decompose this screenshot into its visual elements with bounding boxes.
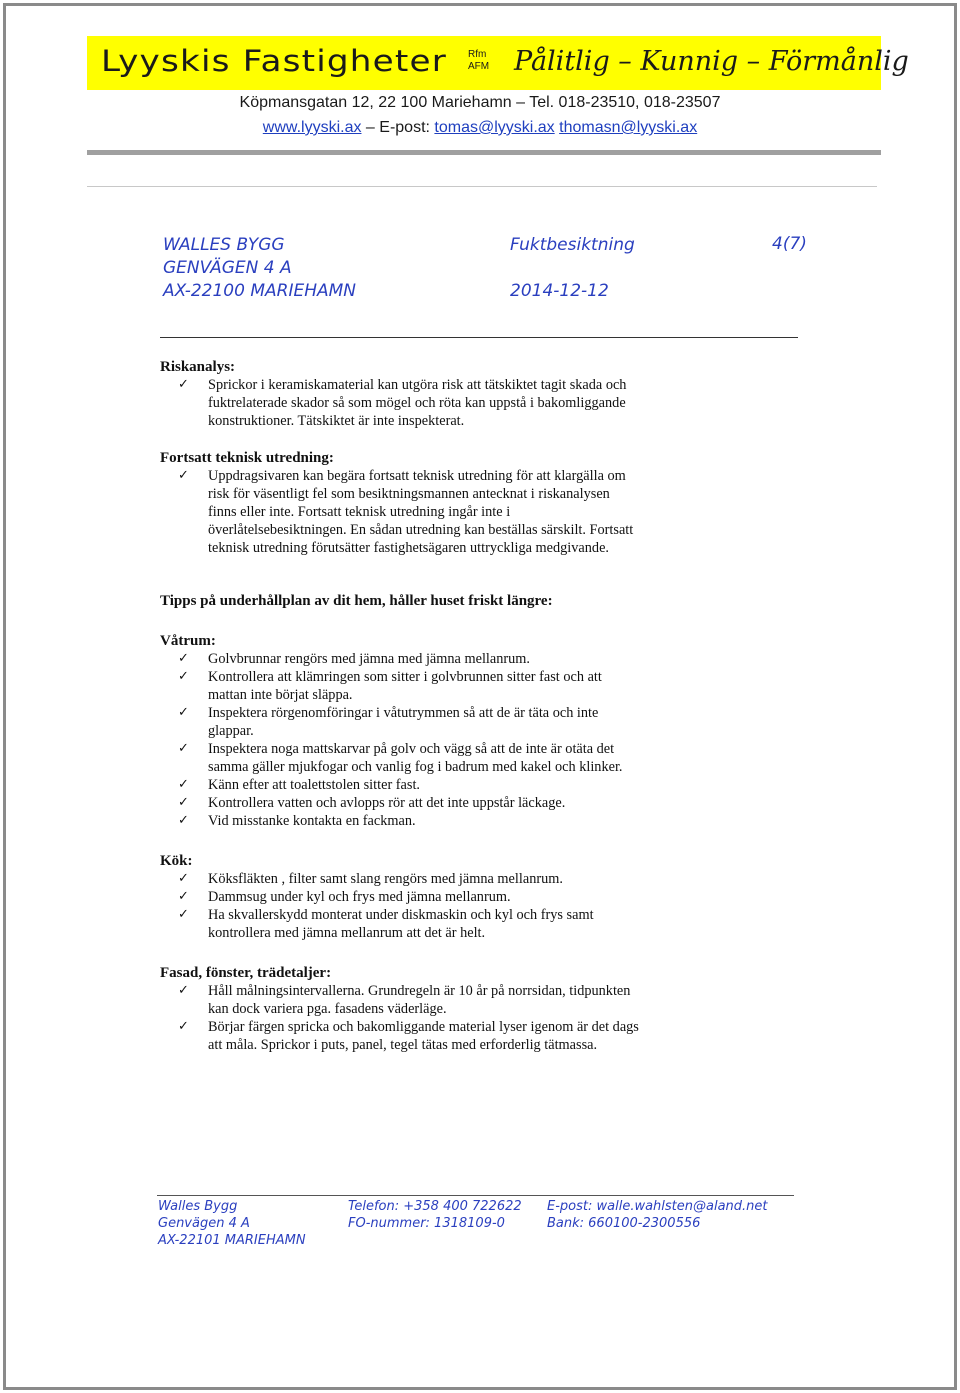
page-number: 4(7)	[772, 234, 807, 254]
list-item	[160, 812, 640, 830]
scan-top-rule	[87, 186, 877, 187]
list-item-text: Känn efter att toalettstolen sitter fast.	[208, 777, 420, 793]
list-item-text: Kontrollera att klämringen som sitter i golvbrunnen sitter fast och att mattan inte börjat släppa.	[208, 669, 602, 703]
footer-line: FO-nummer: 1318109-0	[348, 1216, 505, 1231]
checkmark-icon: ✓	[178, 377, 189, 392]
header-divider	[87, 150, 881, 155]
list-item	[160, 776, 640, 794]
list-item-text: Golvbrunnar rengörs med jämna med jämna mellanrum.	[208, 651, 530, 667]
list-item-text: Håll målningsintervallerna. Grundregeln är 10 år på norrsidan, tidpunkten kan dock variera pga. fasadens väderläge.	[208, 983, 631, 1017]
section-title-kok: Kök:	[160, 853, 193, 869]
footer-line: AX-22101 MARIEHAMN	[158, 1233, 306, 1248]
checkmark-icon: ✓	[178, 705, 189, 720]
checkmark-icon: ✓	[178, 871, 189, 886]
letterhead-banner	[87, 36, 909, 90]
brand-credentials	[468, 49, 489, 73]
section-title-riskanalys: Riskanalys:	[160, 359, 236, 375]
list-item-text: Dammsug under kyl och frys med jämna mellanrum.	[208, 889, 511, 905]
list-item	[160, 668, 640, 704]
website-link[interactable]: www.lyyski.ax	[262, 119, 362, 136]
footer-line: E-post: walle.wahlsten@aland.net	[547, 1199, 768, 1214]
footer-company	[158, 1198, 306, 1249]
client-address	[163, 234, 356, 303]
footer-divider	[157, 1195, 794, 1196]
checkmark-icon: ✓	[178, 669, 189, 684]
list-item	[160, 870, 640, 888]
checkmark-icon: ✓	[178, 813, 189, 828]
vatrum-list	[160, 650, 640, 830]
contact-line	[0, 119, 960, 137]
list-item-text: Sprickor i keramiskamaterial kan utgöra risk att tätskiktet tagit skada och fuktrelaterade skador så som mögel och röta kan uppstå i bakomliggande konstruktioner. Tätskiktet är inte inspekterat.	[208, 377, 627, 429]
client-line: AX-22100 MARIEHAMN	[163, 281, 356, 301]
list-item	[160, 906, 640, 942]
header-underline	[160, 337, 798, 338]
list-item-text: Inspektera noga mattskarvar på golv och vägg så att de inte är otäta det samma gäller mjukfogar och vanlig fog i badrum med kakel och klinker.	[208, 741, 623, 775]
footer-line: Walles Bygg	[158, 1199, 238, 1214]
tips-heading: Tipps på underhållplan av dit hem, håller huset friskt längre:	[160, 593, 553, 609]
list-item-text: Kontrollera vatten och avlopps rör att det inte uppstår läckage.	[208, 795, 566, 811]
section-title-fasad: Fasad, fönster, trädetaljer:	[160, 965, 332, 981]
footer-line: Genvägen 4 A	[158, 1216, 250, 1231]
list-item-text: Ha skvallerskydd monterat under diskmaskin och kyl och frys samt kontrollera med jämna mellanrum att det är helt.	[208, 907, 594, 941]
fasad-list	[160, 982, 640, 1054]
tagline: Pålitlig – Kunnig – Förmånlig	[514, 46, 909, 77]
riskanalys-list	[160, 376, 640, 430]
checkmark-icon: ✓	[178, 907, 189, 922]
list-item	[160, 376, 640, 430]
list-item	[160, 982, 640, 1018]
fortsatt-list	[160, 467, 640, 557]
document-date: 2014-12-12	[510, 281, 609, 301]
email-link-thomasn[interactable]: thomasn@lyyski.ax	[559, 119, 698, 136]
list-item-text: Inspektera rörgenomföringar i våtutrymmen så att de är täta och inte glappar.	[208, 705, 599, 739]
footer-email-bank	[547, 1198, 768, 1232]
email-link-tomas[interactable]: tomas@lyyski.ax	[434, 119, 555, 136]
checkmark-icon: ✓	[178, 983, 189, 998]
checkmark-icon: ✓	[178, 468, 189, 483]
list-item	[160, 794, 640, 812]
brand-name: Lyyskis Fastigheter	[101, 44, 447, 78]
list-item-text: Vid misstanke kontakta en fackman.	[208, 813, 416, 829]
footer-line: Bank: 660100-2300556	[547, 1216, 701, 1231]
list-item	[160, 740, 640, 776]
document-meta	[510, 234, 635, 303]
document-type: Fuktbesiktning	[510, 235, 635, 255]
list-item-text: Köksfläkten , filter samt slang rengörs med jämna mellanrum.	[208, 871, 563, 887]
list-item	[160, 650, 640, 668]
client-line: WALLES BYGG	[163, 235, 285, 255]
email-label: – E-post:	[361, 119, 435, 136]
section-title-vatrum: Våtrum:	[160, 633, 216, 649]
checkmark-icon: ✓	[178, 651, 189, 666]
client-line: GENVÄGEN 4 A	[163, 258, 292, 278]
company-address: Köpmansgatan 12, 22 100 Mariehamn – Tel. 018-23510, 018-23507	[239, 94, 721, 111]
list-item	[160, 467, 640, 557]
checkmark-icon: ✓	[178, 795, 189, 810]
list-item-text: Börjar färgen spricka och bakomliggande material lyser igenom är det dags att måla. Sprickor i puts, panel, tegel tätas med erforderlig tätmassa.	[208, 1019, 639, 1053]
report-body	[160, 358, 640, 1054]
list-item	[160, 888, 640, 906]
footer-phone-org	[348, 1198, 522, 1232]
checkmark-icon: ✓	[178, 777, 189, 792]
checkmark-icon: ✓	[178, 741, 189, 756]
list-item	[160, 1018, 640, 1054]
list-item-text: Uppdragsivaren kan begära fortsatt teknisk utredning för att klargälla om risk för väsentligt fel som besiktningsmannen antecknat i riskanalysen finns eller inte. Fortsatt teknisk utredning ingår inte i överlåtelsebesiktningen. En sådan utredning kan beställas särskilt. Fortsatt teknisk utredning förutsätter fastighetsägaren uttryckliga medgivande.	[208, 468, 634, 556]
kok-list	[160, 870, 640, 942]
checkmark-icon: ✓	[178, 1019, 189, 1034]
checkmark-icon: ✓	[178, 889, 189, 904]
section-title-fortsatt: Fortsatt teknisk utredning:	[160, 450, 334, 466]
list-item	[160, 704, 640, 740]
brand-credential-afm: AFM	[468, 61, 490, 72]
footer-line: Telefon: +358 400 722622	[348, 1199, 522, 1214]
brand-credential-rfm: Rfm	[468, 49, 487, 60]
